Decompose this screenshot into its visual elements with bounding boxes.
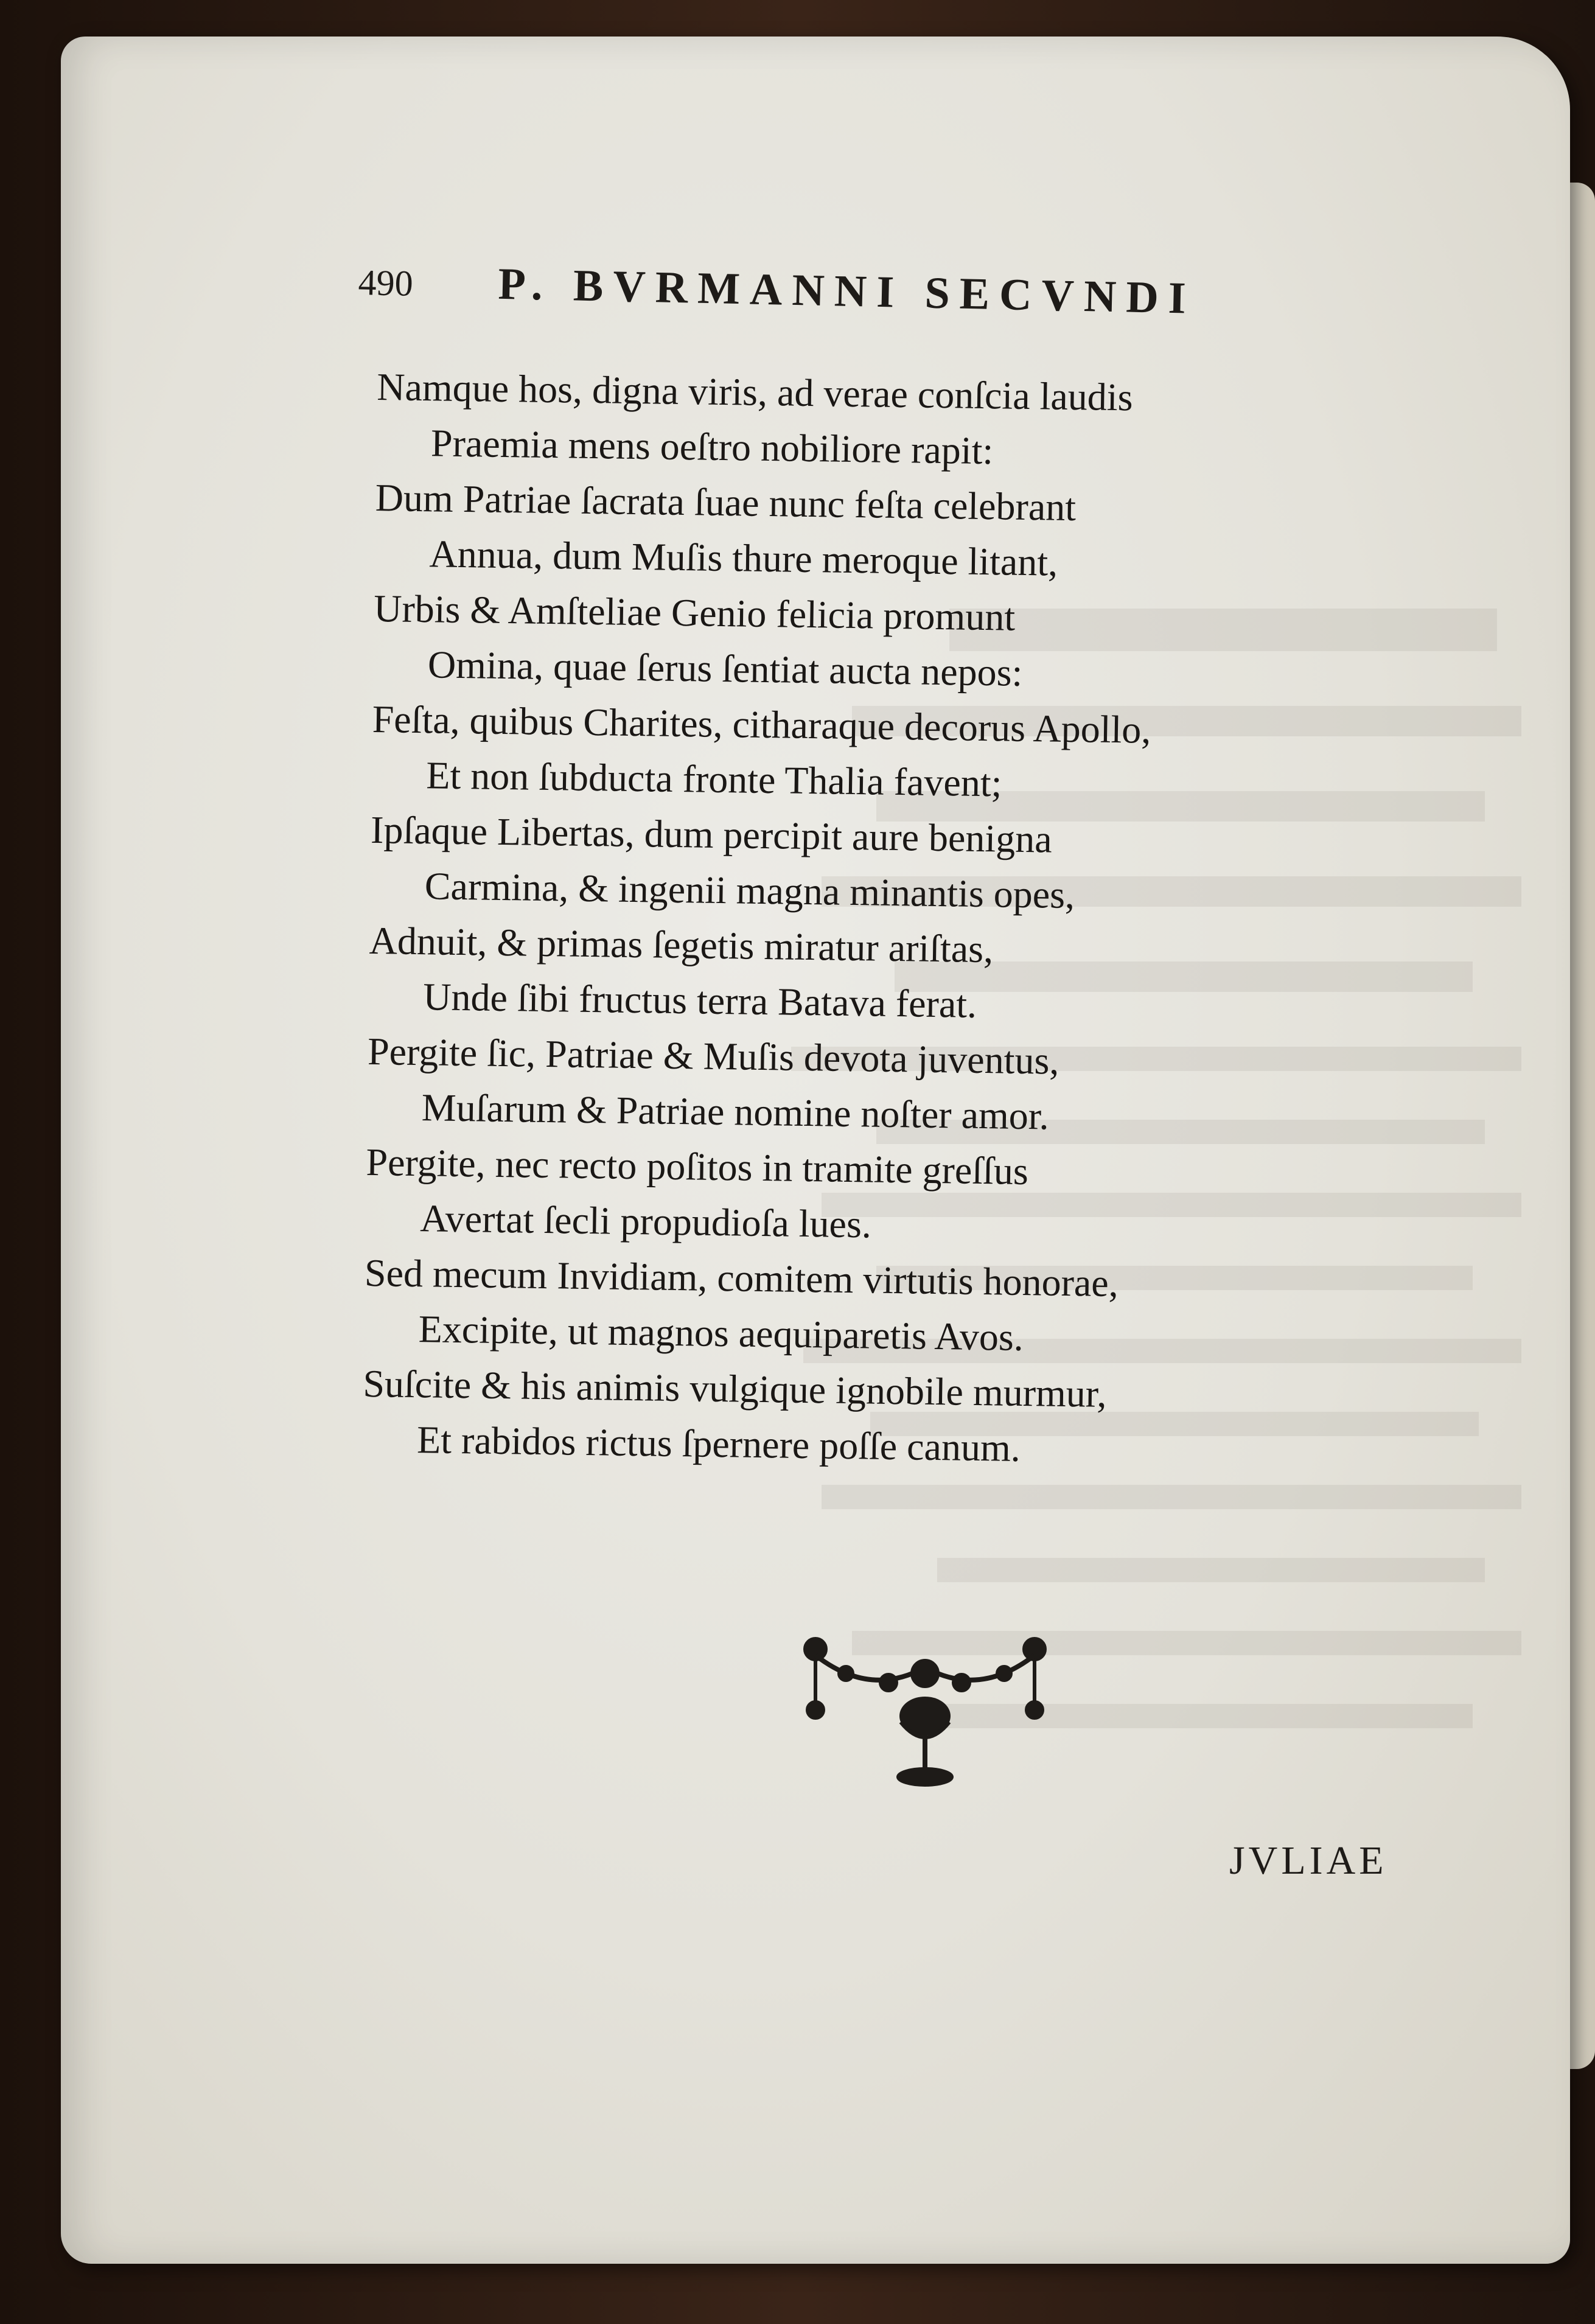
verse-line: Feſta, quibus Charites, citharaque decorus Apollo,	[372, 697, 1151, 752]
verse-line: Et non ſubducta fronte Thalia favent;	[425, 753, 1002, 805]
verse-line: Namque hos, digna viris, ad verae conſcia laudis	[376, 365, 1134, 419]
poem-text	[362, 359, 1442, 1481]
verse-line: Avertat ſecli propudioſa lues.	[419, 1196, 872, 1246]
verse-line: Dum Patriae ſacrata ſuae nunc feſta celebrant	[375, 475, 1077, 529]
running-title: P. BVRMANNI SECVNDI	[497, 259, 1196, 324]
verse-line: Et rabidos rictus ſpernere poſſe canum.	[416, 1418, 1021, 1470]
verse-line: Excipite, ut magnos aequiparetis Avos.	[418, 1307, 1024, 1359]
verse-line: Sed mecum Invidiam, comitem virtutis honorae,	[364, 1251, 1119, 1305]
verse-line: Ipſaque Libertas, dum percipit aure benigna	[370, 808, 1053, 861]
verse-line: Pergite, nec recto poſitos in tramite greſſus	[366, 1140, 1029, 1193]
verse-line: Unde ſibi fructus terra Batava ferat.	[422, 975, 977, 1026]
verse-line: Urbis & Amſteliae Genio felicia promunt	[373, 586, 1016, 639]
page-number: 490	[357, 262, 414, 304]
verse-line: Praemia mens oeſtro nobiliore rapit:	[430, 421, 994, 473]
verse-line: Adnuit, & primas ſegetis miratur ariſtas,	[369, 918, 994, 971]
catchword: JVLIAE	[1229, 1838, 1387, 1883]
verse-line: Suſcite & his animis vulgique ignobile murmur,	[362, 1361, 1108, 1415]
verse-line: Muſarum & Patriae nomine noſter amor.	[421, 1086, 1050, 1138]
verse-line: Omina, quae ſerus ſentiat aucta nepos:	[427, 643, 1023, 694]
floral-garland-icon	[797, 1631, 1053, 1789]
verse-line: Pergite ſic, Patriae & Muſis devota juventus,	[367, 1029, 1059, 1083]
verse-line: Annua, dum Muſis thure meroque litant,	[429, 532, 1058, 584]
ornament-vignette	[797, 1631, 1053, 1789]
verse-line: Carmina, & ingenii magna minantis opes,	[424, 864, 1075, 917]
